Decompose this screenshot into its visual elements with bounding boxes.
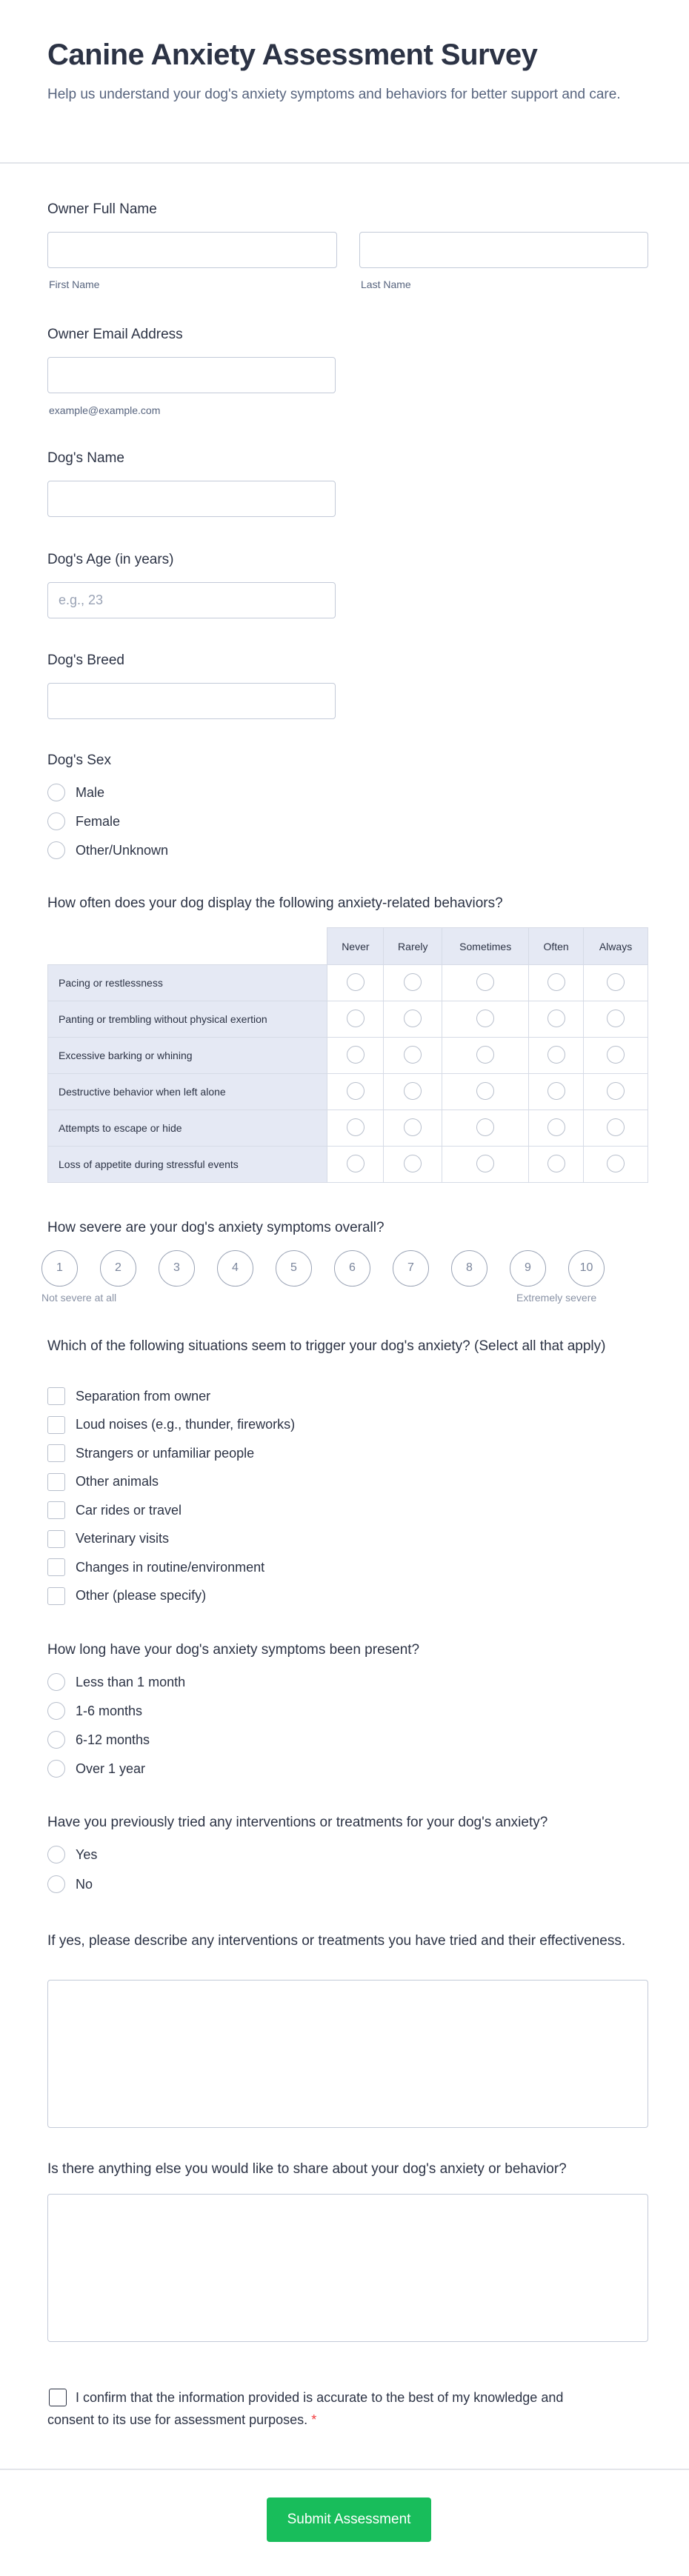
submit-button[interactable]: Submit Assessment [267, 2497, 431, 2542]
matrix-row [48, 1110, 648, 1147]
interventions-textarea[interactable] [47, 1980, 648, 2128]
sex-option-female[interactable] [47, 812, 120, 830]
matrix-cell[interactable] [442, 1110, 529, 1147]
option-label: Car rides or travel [76, 1502, 182, 1518]
checkbox-icon[interactable] [47, 1530, 65, 1548]
dog-name-label: Dog's Name [47, 450, 124, 466]
severity-option[interactable]: 10 [568, 1250, 605, 1287]
option-label: 1-6 months [76, 1703, 143, 1718]
other-info-textarea[interactable] [47, 2194, 648, 2342]
option-label: Over 1 year [76, 1761, 146, 1776]
radio-icon[interactable] [47, 1731, 65, 1749]
matrix-cell[interactable] [584, 1074, 648, 1110]
option-label: Other animals [76, 1474, 159, 1489]
matrix-cell[interactable] [384, 1038, 442, 1074]
radio-icon[interactable] [47, 812, 65, 830]
radio-icon[interactable] [607, 1155, 625, 1172]
checkbox-icon[interactable] [47, 1444, 65, 1462]
option-label: No [76, 1876, 93, 1892]
radio-icon[interactable] [607, 1118, 625, 1136]
matrix-row [48, 1074, 648, 1110]
radio-icon[interactable] [547, 1155, 565, 1172]
triggers-option[interactable] [47, 1530, 169, 1548]
radio-icon[interactable] [476, 1082, 494, 1100]
matrix-cell[interactable] [442, 1074, 529, 1110]
matrix-cell[interactable] [384, 1110, 442, 1147]
matrix-cell[interactable] [442, 1038, 529, 1074]
radio-icon[interactable] [404, 1010, 422, 1027]
severity-option[interactable]: 5 [276, 1250, 312, 1287]
radio-icon[interactable] [607, 1010, 625, 1027]
dog-breed-label: Dog's Breed [47, 653, 124, 668]
radio-icon[interactable] [476, 1010, 494, 1027]
email-hint: example@example.com [49, 404, 161, 416]
matrix-cell[interactable] [327, 1001, 384, 1038]
radio-icon[interactable] [347, 1082, 365, 1100]
triggers-option[interactable] [47, 1387, 210, 1405]
matrix-row [48, 1038, 648, 1074]
triggers-option[interactable] [47, 1587, 206, 1605]
severity-option[interactable]: 2 [100, 1250, 136, 1287]
severity-max-label: Extremely severe [516, 1292, 597, 1304]
duration-option[interactable] [47, 1760, 145, 1778]
triggers-question: Which of the following situations seem to trigger your dog's anxiety? (Select all that apply) [47, 1338, 606, 1354]
header-divider [0, 162, 689, 164]
first-name-input[interactable] [47, 232, 337, 268]
dog-age-input[interactable]: e.g., 23 [47, 582, 336, 618]
checkbox-icon[interactable] [47, 1416, 65, 1434]
severity-question: How severe are your dog's anxiety symptoms overall? [47, 1220, 385, 1235]
dog-sex-label: Dog's Sex [47, 753, 112, 768]
option-label: Veterinary visits [76, 1531, 170, 1546]
page-title: Canine Anxiety Assessment Survey [47, 39, 538, 71]
severity-option[interactable]: 7 [393, 1250, 429, 1287]
sex-option-other[interactable] [47, 841, 168, 859]
radio-icon[interactable] [607, 1082, 625, 1100]
required-asterisk: * [311, 2412, 317, 2427]
radio-icon[interactable] [347, 1010, 365, 1027]
duration-option[interactable] [47, 1702, 142, 1720]
radio-icon[interactable] [547, 1010, 565, 1027]
duration-option[interactable] [47, 1731, 150, 1749]
matrix-cell[interactable] [327, 1074, 384, 1110]
radio-icon[interactable] [404, 1082, 422, 1100]
matrix-cell[interactable] [327, 1110, 384, 1147]
severity-option[interactable]: 9 [510, 1250, 546, 1287]
checkbox-icon[interactable] [47, 1587, 65, 1605]
option-label: Less than 1 month [76, 1674, 186, 1689]
option-label: Other (please specify) [76, 1588, 207, 1603]
first-name-sublabel: First Name [49, 278, 100, 290]
email-input[interactable] [47, 357, 336, 393]
matrix-cell[interactable] [529, 1038, 584, 1074]
matrix-cell[interactable] [384, 1074, 442, 1110]
triggers-option[interactable] [47, 1416, 295, 1434]
radio-icon[interactable] [476, 973, 494, 991]
matrix-cell[interactable] [384, 965, 442, 1001]
triggers-option[interactable] [47, 1473, 159, 1491]
radio-icon[interactable] [547, 973, 565, 991]
checkbox-icon[interactable] [47, 1558, 65, 1576]
option-label: Male [76, 784, 105, 800]
radio-icon[interactable] [404, 1118, 422, 1136]
last-name-input[interactable] [359, 232, 648, 268]
radio-icon[interactable] [607, 973, 625, 991]
radio-icon[interactable] [347, 973, 365, 991]
radio-icon[interactable] [404, 973, 422, 991]
option-label: Female [76, 813, 121, 829]
tried-option[interactable] [47, 1846, 97, 1863]
radio-icon[interactable] [404, 1046, 422, 1064]
radio-icon[interactable] [47, 784, 65, 801]
dog-age-label: Dog's Age (in years) [47, 552, 174, 567]
triggers-option[interactable] [47, 1501, 182, 1519]
page-subtitle: Help us understand your dog's anxiety symptoms and behaviors for better support and care. [47, 87, 621, 102]
matrix-question: How often does your dog display the following anxiety-related behaviors? [47, 895, 503, 911]
matrix-column-header: Never [327, 928, 384, 965]
matrix-cell[interactable] [442, 1147, 529, 1183]
last-name-sublabel: Last Name [361, 278, 411, 290]
matrix-cell[interactable] [384, 1147, 442, 1183]
matrix-row [48, 965, 648, 1001]
severity-option[interactable]: 4 [217, 1250, 253, 1287]
severity-option[interactable]: 6 [334, 1250, 370, 1287]
severity-option[interactable]: 3 [159, 1250, 195, 1287]
matrix-cell[interactable] [584, 1001, 648, 1038]
matrix-cell[interactable] [327, 1038, 384, 1074]
severity-min-label: Not severe at all [41, 1292, 117, 1304]
radio-icon[interactable] [347, 1046, 365, 1064]
matrix-cell[interactable] [584, 1038, 648, 1074]
severity-option[interactable]: 1 [41, 1250, 78, 1287]
matrix-cell[interactable] [584, 1147, 648, 1183]
radio-icon[interactable] [476, 1046, 494, 1064]
matrix-cell[interactable] [529, 1001, 584, 1038]
footer-divider [0, 2469, 689, 2470]
radio-icon[interactable] [547, 1046, 565, 1064]
checkbox-icon[interactable] [47, 1473, 65, 1491]
matrix-corner [48, 928, 327, 965]
matrix-column-header: Rarely [384, 928, 442, 965]
matrix-row-label: Destructive behavior when left alone [48, 1074, 327, 1110]
tried-question: Have you previously tried any interventions or treatments for your dog's anxiety? [47, 1815, 548, 1830]
duration-option[interactable] [47, 1673, 185, 1691]
radio-icon[interactable] [47, 1760, 65, 1778]
matrix-cell[interactable] [584, 965, 648, 1001]
dog-breed-input[interactable] [47, 683, 336, 719]
matrix-column-header: Often [529, 928, 584, 965]
option-label: Strangers or unfamiliar people [76, 1445, 255, 1461]
triggers-option[interactable] [47, 1444, 254, 1462]
severity-option[interactable]: 8 [451, 1250, 487, 1287]
tried-option[interactable] [47, 1875, 93, 1893]
duration-question: How long have your dog's anxiety symptoms been present? [47, 1642, 420, 1658]
matrix-cell[interactable] [384, 1001, 442, 1038]
matrix-cell[interactable] [529, 1110, 584, 1147]
radio-icon[interactable] [476, 1155, 494, 1172]
matrix-cell[interactable] [529, 1074, 584, 1110]
matrix-cell[interactable] [327, 1147, 384, 1183]
matrix-row-label: Excessive barking or whining [48, 1038, 327, 1074]
matrix-column-header: Always [584, 928, 648, 965]
radio-icon[interactable] [476, 1118, 494, 1136]
option-label: Changes in routine/environment [76, 1559, 265, 1575]
matrix-cell[interactable] [584, 1110, 648, 1147]
severity-scale [41, 1250, 605, 1287]
radio-icon[interactable] [47, 1875, 65, 1893]
option-label: Loud noises (e.g., thunder, fireworks) [76, 1417, 296, 1432]
option-label: Separation from owner [76, 1388, 211, 1404]
matrix-column-header: Sometimes [442, 928, 529, 965]
sex-option-male[interactable] [47, 784, 104, 801]
owner-email-label: Owner Email Address [47, 327, 183, 342]
matrix-row [48, 1147, 648, 1183]
consent-label: I confirm that the information provided is accurate to the best of my knowledge and consent to its use for assessment purposes. [47, 2390, 564, 2427]
radio-icon[interactable] [47, 841, 65, 859]
radio-icon[interactable] [347, 1155, 365, 1172]
radio-icon[interactable] [607, 1046, 625, 1064]
option-label: Other/Unknown [76, 842, 169, 858]
other-info-question: Is there anything else you would like to share about your dog's anxiety or behavior? [47, 2161, 567, 2177]
matrix-cell[interactable] [327, 965, 384, 1001]
matrix-cell[interactable] [442, 1001, 529, 1038]
option-label: Yes [76, 1846, 98, 1862]
owner-name-label: Owner Full Name [47, 201, 157, 217]
behavior-matrix [47, 927, 648, 1183]
radio-icon[interactable] [547, 1118, 565, 1136]
triggers-option[interactable] [47, 1558, 264, 1576]
matrix-cell[interactable] [529, 965, 584, 1001]
radio-icon[interactable] [47, 1846, 65, 1863]
matrix-row-label: Pacing or restlessness [48, 965, 327, 1001]
dog-name-input[interactable] [47, 481, 336, 517]
matrix-cell[interactable] [529, 1147, 584, 1183]
interventions-question: If yes, please describe any interventions or treatments you have tried and their effectiveness. [47, 1933, 626, 1949]
consent-text [47, 2386, 610, 2431]
radio-icon[interactable] [404, 1155, 422, 1172]
option-label: 6-12 months [76, 1732, 150, 1747]
matrix-row-label: Attempts to escape or hide [48, 1110, 327, 1147]
matrix-cell[interactable] [442, 965, 529, 1001]
matrix-row [48, 1001, 648, 1038]
radio-icon[interactable] [47, 1702, 65, 1720]
checkbox-icon[interactable] [47, 1501, 65, 1519]
radio-icon[interactable] [47, 1673, 65, 1691]
radio-icon[interactable] [547, 1082, 565, 1100]
checkbox-icon[interactable] [47, 1387, 65, 1405]
radio-icon[interactable] [347, 1118, 365, 1136]
matrix-row-label: Loss of appetite during stressful events [48, 1147, 327, 1183]
matrix-row-label: Panting or trembling without physical exertion [48, 1001, 327, 1038]
